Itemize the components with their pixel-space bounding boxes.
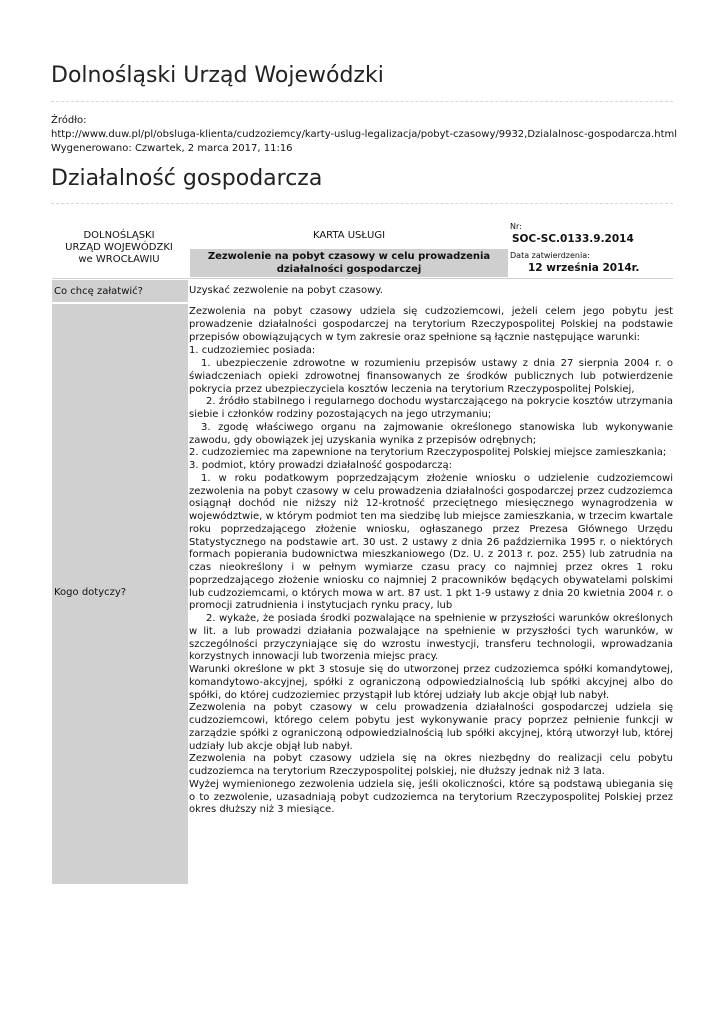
paragraph: 3. zgodę właściwego organu na zajmowanie określonego stanowiska lub wykonywanie zawodu, gdy obowiązek jej uzyskania wynika z przepisów odrębnych; [189, 421, 673, 446]
row-value-who [189, 306, 673, 817]
paragraph: 2. wykaże, że posiada środki pozwalające na spełnienie w przyszłości warunków określonych w lit. a lub prowadzi działania pozwalające na spełnienie w przyszłości tych warunków, w szczególności przyczyniające się do wzrostu inwestycji, transferu technologii, wprowadzania korzystnych innowacji lub tworzenia miejsc pracy. [189, 613, 673, 663]
service-title-line: Zezwolenie na pobyt czasowy w celu prowadzenia [207, 251, 491, 262]
paragraph: 2. cudzoziemiec ma zapewnione na terytorium Rzeczypospolitej Polskiej miejsce zamieszkania; [189, 447, 667, 459]
office-line: DOLNOŚLĄSKI [83, 230, 155, 241]
office-name [52, 230, 186, 266]
generated-date: Wygenerowano: Czwartek, 2 marca 2017, 11:16 [51, 143, 293, 154]
row-label-who [52, 304, 188, 884]
source-url[interactable]: http://www.duw.pl/pl/obsluga-klienta/cudzoziemcy/karty-uslug-legalizacja/pobyt-czasowy/9932,Dzialalnosc-gospodarcza.html [51, 129, 678, 140]
row-label-text: Co chcę załatwić? [54, 286, 143, 297]
source-info [51, 114, 677, 156]
approval-date-label: Data zatwierdzenia: [510, 251, 590, 260]
divider [51, 203, 673, 204]
office-line: we WROCŁAWIU [78, 254, 160, 265]
page-title: Działalność gospodarcza [51, 166, 323, 191]
divider [51, 101, 673, 102]
paragraph: Zezwolenia na pobyt czasowy w celu prowadzenia działalności gospodarczej udziela się cudzoziemcowi, którego celem pobytu jest wykonywanie pracy poprzez pełnienie funkcji w zarządzie spółki z ograniczoną odpowiedzialnością lub spółki akcyjnej, którą utworzył lub, której udziały lub akcje objął lub nabył. [189, 702, 673, 752]
paragraph: 1. ubezpieczenie zdrowotne w rozumieniu przepisów ustawy z dnia 27 sierpnia 2004 r. o świadczeniach opieki zdrowotnej finansowanych ze środków publicznych lub potwierdzenie pokrycia przez ubezpieczyciela kosztów leczenia na terytorium Rzeczypospolitej Polskiej, [189, 358, 673, 395]
service-title [190, 249, 508, 277]
table-rule [52, 278, 673, 279]
paragraph: 3. podmiot, który prowadzi działalność gospodarczą: [189, 460, 453, 471]
paragraph: Warunki określone w pkt 3 stosuje się do utworzonej przez cudzoziemca spółki komandytowej, komandytowo-akcyjnej, spółki z ograniczoną odpowiedzialnością lub spółki akcyjnej albo do spółki, do której cudzoziemiec przystąpił lub której udziały lub akcje objął lub nabył. [189, 664, 673, 701]
source-label: Źródło: [51, 115, 87, 126]
number-value: SOC-SC.0133.9.2014 [512, 233, 634, 245]
number-label: Nr: [510, 222, 522, 231]
service-title-line: działalności gospodarczej [276, 264, 422, 275]
paragraph: 2. źródło stabilnego i regularnego dochodu wystarczającego na pokrycie kosztów utrzymania siebie i członków rodziny pozostających na jego utrzymaniu; [189, 396, 673, 420]
site-title: Dolnośląski Urząd Wojewódzki [51, 63, 384, 88]
office-line: URZĄD WOJEWÓDZKI [65, 242, 173, 253]
row-label-what [52, 280, 188, 302]
paragraph: 1. w roku podatkowym poprzedzającym złożenie wniosku o udzielenie cudzoziemcowi zezwolenia na pobyt czasowy w celu prowadzenia działalności gospodarczej przez cudzoziemca osiągnął dochód nie niższy niż 12-krotność przeciętnego miesięcznego wynagrodzenia w województwie, w którym podmiot ten ma siedzibę lub miejsce zamieszkania, w trzecim kwartale roku poprzedzającego złożenie wniosku, ogłaszanego przez Prezesa Głównego Urzędu Statystycznego na podstawie art. 30 ust. 2 ustawy z dnia 26 października 1995 r. o niektórych formach popierania budownictwa mieszkaniowego (Dz. U. z 2013 r. poz. 255) lub zatrudnia na czas nieokreślony i w pełnym wymiarze czasu pracy co najmniej przez okres 1 roku poprzedzającego złożenie wniosku co najmniej 2 pracowników będących obywatelami polskimi lub cudzoziemcami, o których mowa w art. 87 ust. 1 pkt 1-9 ustawy z dnia 20 kwietnia 2004 r. o promocji zatrudnienia i instytucjach rynku pracy, lub [189, 472, 673, 612]
paragraph: Wyżej wymienionego zezwolenia udziela się, jeśli okoliczności, które są podstawą ubiegania się o to zezwolenie, uzasadniają pobyt cudzoziemca na terytorium Rzeczypospolitej Polskiej przez okres dłuższy niż 3 miesiące. [189, 778, 673, 816]
karta-uslugi-label: KARTA USŁUGI [312, 230, 386, 241]
paragraph: Zezwolenia na pobyt czasowy udziela się cudzoziemcowi, jeżeli celem jego pobytu jest prowadzenie działalności gospodarczej na terytorium Rzeczypospolitej Polskiej na podstawie przepisów obowiązujących w tym zakresie oraz spełnione są łącznie następujące warunki: [189, 306, 673, 343]
row-value-what: Uzyskać zezwolenie na pobyt czasowy. [189, 285, 383, 296]
row-label-text: Kogo dotyczy? [54, 587, 127, 598]
paragraph: 1. cudzoziemiec posiada: [189, 345, 316, 357]
paragraph: Zezwolenia na pobyt czasowy udziela się na okres niezbędny do realizacji celu pobytu cudzoziemca na terytorium Rzeczypospolitej polskiej, nie dłuższy jednak niż 3 lata. [189, 753, 673, 777]
approval-date-value: 12 września 2014r. [528, 262, 640, 274]
